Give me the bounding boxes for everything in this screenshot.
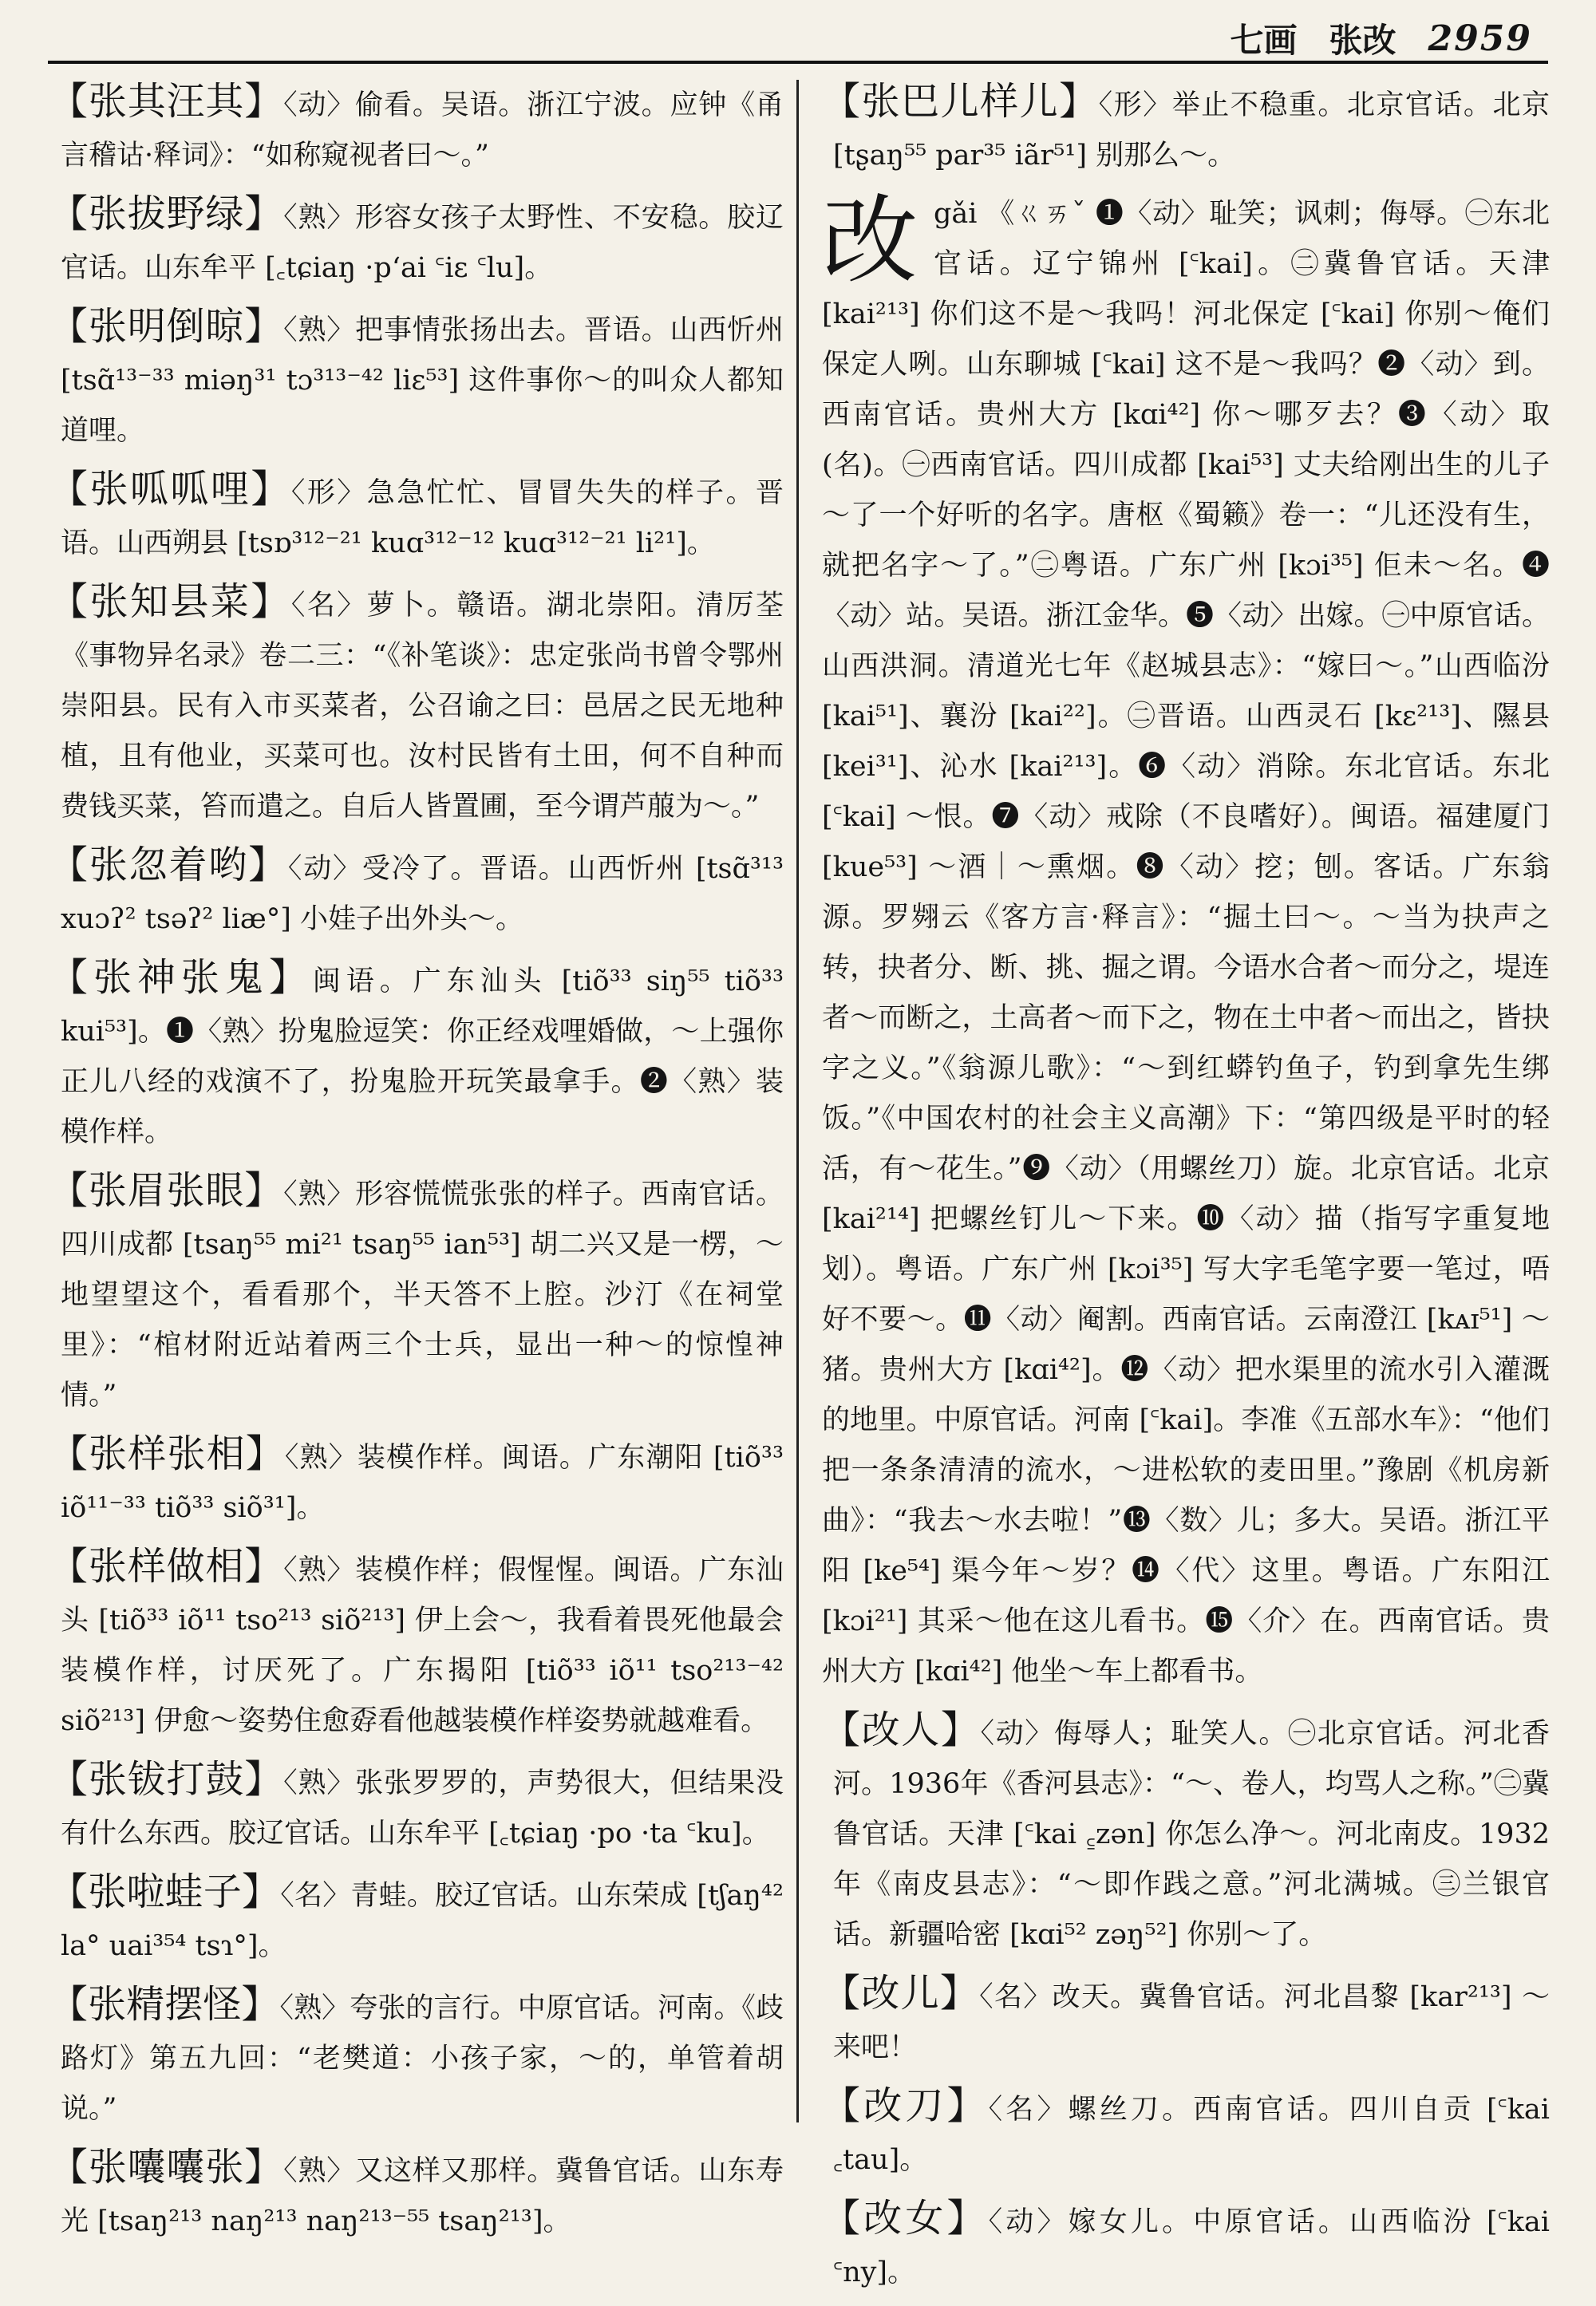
entry-headword: 【张呱呱哩】 bbox=[49, 467, 291, 511]
entry-body: gǎi 《ㄍㄞˇ ❶〈动〉耻笑；讽刺；侮辱。㊀东北官话。辽宁锦州 [꜂kai]。㊁冀鲁官话。天津 [kai²¹³] 你们这不是～我吗！河北保定 [꜂kai] 你别～俺们保定人咧。山东聊城 [꜂kai] 这不是～我吗？❷〈动〉到。西南官话。贵州大方 [kɑi⁴²] 你～哪歹去？❸〈动〉取(名)。㊀西南官话。四川成都 [kai⁵³] 丈夫给刚出生的儿子～了一个好听的名字。唐枢《蜀籁》卷一：“儿还没有生，就把名字～了。”㊁粤语。广东广州 [kɔi³⁵] 佢未～名。❹〈动〉站。吴语。浙江金华。❺〈动〉出嫁。㊀中原官话。山西洪洞。清道光七年《赵城县志》：“嫁曰～。”山西临汾 [kai⁵¹]、襄汾 [kai²²]。㊁晋语。山西灵石 [kɛ²¹³]、隰县 [kei³¹]、沁水 [kai²¹³]。❻〈动〉消除。东北官话。东北 [꜂kai] ～恨。❼〈动〉戒除（不良嗜好）。闽语。福建厦门 [kue⁵³] ～酒｜～熏烟。❽〈动〉挖；刨。客话。广东翁源。罗翙云《客方言·释言》：“掘土曰～。～当为抉声之转，抉者分、断、挑、掘之谓。今语水合者～而分之，堤连者～而断之，土高者～而下之，物在土中者～而出之，皆抉字之义。”《翁源儿歌》：“～到红蟒钓鱼子，钓到拿先生绑饭。”《中国农村的社会主义高潮》下：“第四级是平时的轻活，有～花生。”❾〈动〉（用螺丝刀）旋。北京官话。北京 [kai²¹⁴] 把螺丝钉儿～下来。❿〈动〉描（指写字重复地划）。粤语。广东广州 [kɔi³⁵] 写大字毛笔字要一笔过，唔好不要～。⓫〈动〉阉割。西南官话。云南澄江 [kᴀɪ⁵¹] ～猪。贵州大方 [kɑi⁴²]。⓬〈动〉把水渠里的流水引入灌溉的地里。中原官话。河南 [꜂kai]。李准《五部水车》：“他们把一条条清清的流水，～进松软的麦田里。”豫剧《机房新曲》：“我去～水去啦！”⓭〈数〉儿；多大。吴语。浙江平阳 [ke⁵⁴] 渠今年～岁？⓮〈代〉这里。粤语。广东阳江 [kɔi²¹] 其采～他在这儿看书。⓯〈介〉在。西南官话。贵州大方 [kɑi⁴²] 他坐～车上都看书。 bbox=[822, 198, 1550, 1688]
dictionary-entry bbox=[49, 1429, 784, 1534]
dictionary-entry bbox=[49, 1980, 784, 2134]
dictionary-entry bbox=[49, 464, 784, 569]
entry-body: 〈动〉嫁女儿。中原官话。山西临汾 [꜂kai ꜂ny]。 bbox=[833, 2206, 1550, 2288]
dictionary-entry bbox=[822, 77, 1550, 181]
entry-headword: 【张神张鬼】 bbox=[49, 955, 313, 1000]
entry-headword: 【张明倒晾】 bbox=[49, 304, 284, 349]
entry-headword: 【张啦蛙子】 bbox=[49, 1870, 281, 1914]
dictionary-entry bbox=[49, 840, 784, 945]
entry-headword: 【张忽着哟】 bbox=[49, 843, 288, 887]
entry-headword: 【张其汪其】 bbox=[49, 79, 284, 124]
entry-headword: 【张眉张眼】 bbox=[49, 1168, 284, 1213]
entry-body: 〈动〉侮辱人；耻笑人。㊀北京官话。河北香河。1936年《香河县志》：“～、卷人，均骂人之称。”㊁冀鲁官话。天津 [꜂kai ꜁zən] 你怎么净～。河北南皮。1932年《南皮县志》：“～即作践之意。”河北满城。㊂兰银官话。新疆哈密 [kɑi⁵² zəŋ⁵²] 你别～了。 bbox=[833, 1718, 1550, 1951]
main-character-entry bbox=[822, 186, 1550, 1697]
dictionary-entry bbox=[49, 2142, 784, 2247]
entry-body: 〈熟〉装模作样。闽语。广东潮阳 [tiõ³³ iõ¹¹⁻³³ tiõ³³ siõ³¹]。 bbox=[61, 1442, 784, 1524]
entry-body: 〈名〉萝卜。赣语。湖北崇阳。清厉荃《事物异名录》卷二三：“《补笔谈》：忠定张尚书曾令鄂州崇阳县。民有入市买菜者，公召谕之曰：邑居之民无地种植，且有他业，买菜可也。汝村民皆有土田，何不自种而费钱买菜，笞而遣之。自后人皆置圃，至今谓芦菔为～。” bbox=[61, 590, 784, 823]
left-column bbox=[49, 77, 784, 2255]
entry-body: 闽语。广东汕头 [tiõ³³ siŋ⁵⁵ tiõ³³ kui⁵³]。❶〈熟〉扮鬼脸逗笑：你正经戏哩婚做，～上强你正儿八经的戏演不了，扮鬼脸开玩笑最拿手。❷〈熟〉装模作样。 bbox=[61, 965, 784, 1148]
page-header bbox=[48, 14, 1532, 62]
dictionary-entry bbox=[822, 2081, 1550, 2186]
dictionary-entry bbox=[49, 953, 784, 1158]
right-column bbox=[822, 77, 1550, 2306]
entry-body: 〈熟〉形容慌慌张张的样子。西南官话。四川成都 [tsaŋ⁵⁵ mi²¹ tsaŋ⁵⁵ ian⁵³] 胡二兴又是一楞，～地望望这个，看看那个，半天答不上腔。沙汀《在祠堂里》：“棺材附近站着两三个士兵，显出一种～的惊惶神情。” bbox=[61, 1179, 784, 1412]
entry-body: 〈名〉螺丝刀。西南官话。四川自贡 [꜂kai ꜀tau]。 bbox=[833, 2094, 1550, 2176]
entry-headword: 【张巴儿样儿】 bbox=[822, 79, 1099, 124]
entry-body: 〈动〉受冷了。晋语。山西忻州 [tsɑ̃³¹³ xuɔʔ² tsəʔ² liæ°] 小娃子出外头～。 bbox=[61, 853, 784, 935]
dictionary-entry bbox=[822, 1968, 1550, 2073]
entry-headword: 【改儿】 bbox=[822, 1971, 980, 2016]
entry-headword: 【张样做相】 bbox=[49, 1544, 284, 1589]
dictionary-entry bbox=[49, 189, 784, 294]
entry-headword: 【张拔野绿】 bbox=[49, 192, 284, 236]
entry-headword: 【改女】 bbox=[822, 2196, 989, 2241]
entry-body: 〈名〉青蛙。胶辽官话。山东荣成 [tʃaŋ⁴² la° uai³⁵⁴ tsɿ°]。 bbox=[61, 1880, 784, 1962]
dictionary-entry bbox=[49, 77, 784, 181]
column-divider bbox=[796, 80, 799, 2122]
entry-body: 〈名〉改天。冀鲁官话。河北昌黎 [kar²¹³] ～来吧！ bbox=[833, 1981, 1550, 2063]
entry-headword: 【张知县菜】 bbox=[49, 579, 291, 624]
dictionary-entry bbox=[49, 1542, 784, 1747]
dictionary-entry bbox=[49, 577, 784, 832]
entry-body: 〈形〉举止不稳重。北京官话。北京 [tʂaŋ⁵⁵ par³⁵ iãr⁵¹] 别那么～。 bbox=[833, 89, 1550, 172]
entry-body: 〈熟〉装模作样；假惺惺。闽语。广东汕头 [tiõ³³ iõ¹¹ tso²¹³ siõ²¹³] 伊上会～，我看着畏死他最会装模作样，讨厌死了。广东揭阳 [tiõ³³ iõ¹¹ tso²¹³⁻⁴² siõ²¹³] 伊愈～姿势住愈孬看他越装模作样姿势就越难看。 bbox=[61, 1554, 784, 1737]
dictionary-entry bbox=[49, 1867, 784, 1972]
dictionary-entry bbox=[49, 1755, 784, 1859]
entry-headword: 【张囔囔张】 bbox=[49, 2145, 284, 2190]
entry-body: 〈熟〉又这样又那样。冀鲁官话。山东寿光 [tsaŋ²¹³ naŋ²¹³ naŋ²¹³⁻⁵⁵ tsaŋ²¹³]。 bbox=[61, 2155, 784, 2237]
entry-body: 〈形〉急急忙忙、冒冒失失的样子。晋语。山西朔县 [tsɒ³¹²⁻²¹ kuɑ³¹²⁻¹² kuɑ³¹²⁻²¹ li²¹]。 bbox=[61, 477, 784, 559]
entry-headword: 【张钹打鼓】 bbox=[49, 1757, 284, 1802]
dictionary-entry bbox=[822, 1705, 1550, 1960]
dictionary-entry bbox=[822, 2193, 1550, 2298]
header-chars: 张改 bbox=[1329, 21, 1396, 60]
page-number: 2959 bbox=[1428, 18, 1532, 59]
dictionary-entry bbox=[49, 1166, 784, 1421]
entry-headword: 【改人】 bbox=[822, 1708, 981, 1752]
entry-body: 〈熟〉把事情张扬出去。晋语。山西忻州 [tsɑ̃¹³⁻³³ miəŋ³¹ tɔ³¹³⁻⁴² liɛ⁵³] 这件事你～的叫众人都知道哩。 bbox=[61, 314, 784, 447]
entry-body: 〈熟〉形容女孩子太野性、不安稳。胶辽官话。山东牟平 [꜀tɕiaŋ ·pʻai ꜂iɛ ꜂lu]。 bbox=[61, 202, 784, 284]
entry-headword: 【改刀】 bbox=[822, 2083, 989, 2128]
entry-body: 〈动〉偷看。吴语。浙江宁波。应钟《甬言稽诂·释词》：“如称窥视者曰～。” bbox=[61, 89, 784, 172]
entry-headword: 【张样张相】 bbox=[49, 1431, 285, 1476]
header-rule bbox=[48, 61, 1548, 64]
entry-headword: 【张精摆怪】 bbox=[49, 1982, 280, 2027]
main-character: 改 bbox=[822, 186, 918, 297]
entry-body: 〈熟〉张张罗罗的，声势很大，但结果没有什么东西。胶辽官话。山东牟平 [꜀tɕiaŋ ·po ·ta ꜂ku]。 bbox=[61, 1767, 784, 1850]
entry-body: 〈熟〉夸张的言行。中原官话。河南。《歧路灯》第五九回：“老樊道：小孩子家，～的，单管着胡说。” bbox=[61, 1992, 784, 2125]
section-label: 七画 bbox=[1230, 21, 1298, 60]
dictionary-entry bbox=[49, 302, 784, 456]
